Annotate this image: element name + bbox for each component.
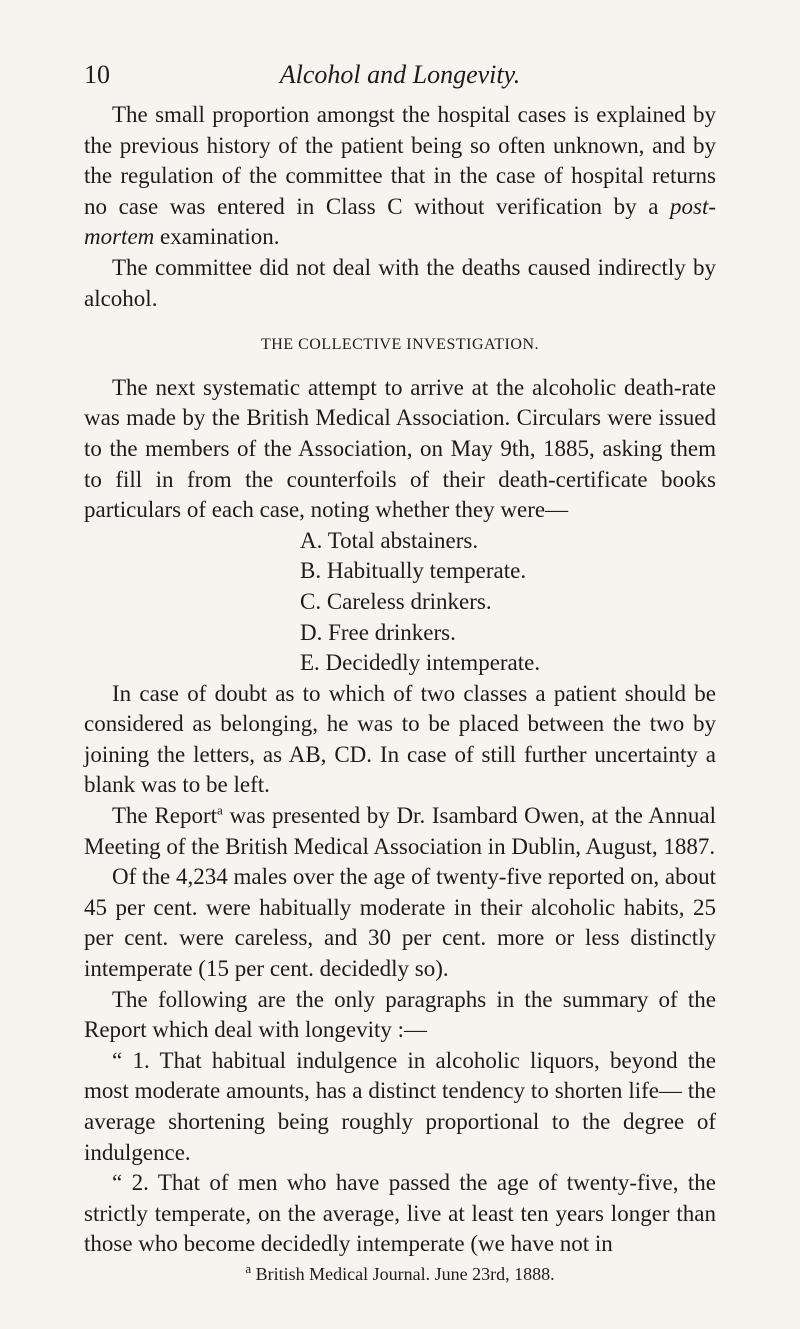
paragraph-indirect-deaths: The committee did not deal with the deaths caused indirectly by alcohol. bbox=[84, 254, 716, 311]
category-item: D. Free drinkers. bbox=[300, 619, 456, 645]
paragraph-hospital-cases bbox=[84, 100, 716, 253]
footnote-text: British Medical Journal. June 23rd, 1888. bbox=[251, 1264, 555, 1284]
category-item: A. Total abstainers. bbox=[300, 527, 479, 553]
paragraph-text: was presented by Dr. Isambard Owen, at the Annual Meeting of the British Medical Association in Dublin, August, 1887. bbox=[84, 803, 716, 859]
paragraph-text: The small proportion amongst the hospital cases is explained by the previous history of the patient being so often unknown, and by the regulation of the committee that in the case of hospital returns no case was entered in Class C without verification by a bbox=[84, 102, 716, 219]
page-header bbox=[84, 60, 716, 100]
category-item: B. Habitually temperate. bbox=[300, 558, 527, 584]
body-text bbox=[84, 100, 716, 1260]
paragraph-summary-intro: The following are the only paragraphs in the summary of the Report which deal with longevity :— bbox=[84, 986, 716, 1043]
paragraph-text: examination. bbox=[154, 224, 280, 250]
footnote bbox=[84, 1261, 716, 1285]
page-number: 10 bbox=[84, 60, 110, 89]
paragraph-doubt: In case of doubt as to which of two classes a patient should be considered as belonging, he was to be placed between the two by joining the letters, as AB, CD. In case of still further uncertainty a blank was to be left. bbox=[84, 680, 716, 798]
footnote-marker: a bbox=[245, 1261, 252, 1276]
paragraph-statistics: Of the 4,234 males over the age of twenty-five reported on, about 45 per cent. were habitually moderate in their alcoholic habits, 25 per cent. were careless, and 30 per cent. more or less distinctly intemperate (15 per cent. decidedly so). bbox=[84, 864, 716, 982]
paragraph-quote-1: “ 1. That habitual indulgence in alcoholic liquors, beyond the most moderate amounts, has a distinct tendency to shorten life— the average shortening being roughly proportional to the degree of indulgence. bbox=[84, 1047, 716, 1165]
paragraph-quote-2: “ 2. That of men who have passed the age of twenty-five, the strictly temperate, on the average, live at least ten years longer than those who become decidedly intemperate (we have not in bbox=[84, 1170, 716, 1257]
drinker-categories-list bbox=[84, 526, 716, 679]
italic-term: post-mortem bbox=[84, 193, 716, 250]
paragraph-text: The Report bbox=[112, 803, 218, 829]
running-title: Alcohol and Longevity. bbox=[279, 60, 521, 89]
category-item: C. Careless drinkers. bbox=[300, 588, 492, 614]
section-heading: THE COLLECTIVE INVESTIGATION. bbox=[260, 336, 539, 354]
footnote-ref: a bbox=[217, 802, 223, 818]
paragraph-systematic-attempt: The next systematic attempt to arrive at the alcoholic death-rate was made by the British Medical Association. Circulars were issued to the members of the Association, on May 9th, 1885, asking them to fill in from the counterfoils of their death-certificate books particulars of each case, noting whether they were— bbox=[84, 374, 716, 523]
paragraph-report bbox=[84, 801, 716, 862]
category-item: E. Decidedly intemperate. bbox=[300, 650, 541, 676]
